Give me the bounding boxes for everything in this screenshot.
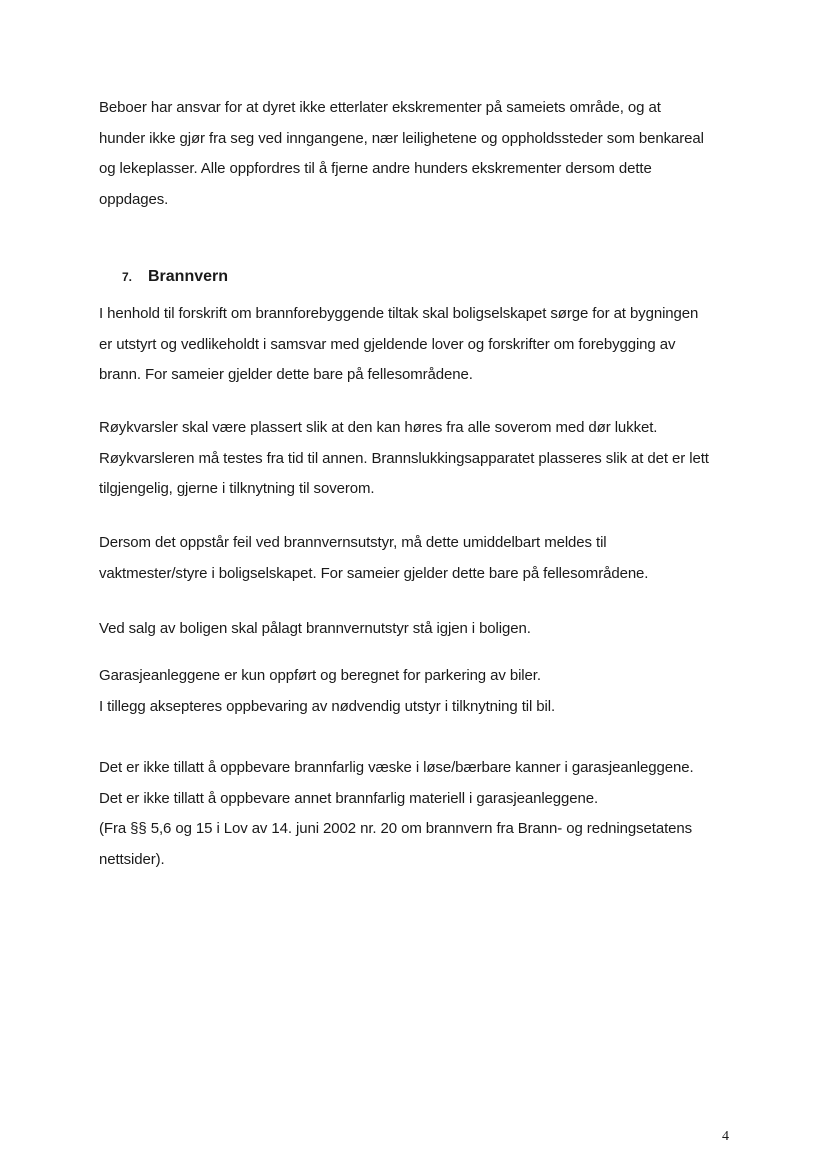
text-line: er utstyrt og vedlikeholdt i samsvar med gjeldende lover og forskrifter om forebygging av [99,335,676,353]
page-number: 4 [722,1129,729,1144]
text-line: Ved salg av boligen skal pålagt brannvernutstyr stå igjen i boligen. [99,620,531,637]
paragraph-pet-waste [99,93,739,215]
text-line: oppdages. [99,190,169,208]
text-line: tilgjengelig, gjerne i tilknytning til soverom. [99,480,375,497]
text-line [99,661,739,692]
paragraph-flammable-storage [99,753,739,875]
text-line: hunder ikke gjør fra seg ved inngangene, nær leilighetene og oppholdssteder som benkareal [99,129,704,147]
text-line: og lekeplasser. Alle oppfordres til å fjerne andre hunders ekskrementer dersom dette [99,160,652,177]
text-line: I henhold til forskrift om brannforebyggende tiltak skal boligselskapet sørge for at bygningen [99,305,699,322]
section-heading [122,268,228,286]
text-line: nettsider). [99,850,165,868]
text-line: Det er ikke tillatt å oppbevare brannfarlig væske i løse/bærbare kanner i garasjeanleggene. [99,759,694,776]
text-line: vaktmester/styre i boligselskapet. For sameier gjelder dette bare på fellesområdene. [99,564,649,582]
paragraph-fire-regulation [99,299,739,391]
text-line: Røykvarsleren må testes fra tid til annen. Brannslukkingsapparatet plasseres slik at det er lett [99,449,709,467]
garage-text: er kun oppført og beregnet for parkering av biler. [220,667,541,684]
text-line: Det er ikke tillatt å oppbevare annet brannfarlig materiell i garasjeanleggene. [99,789,599,807]
text-line: Dersom det oppstår feil ved brannvernsutstyr, må dette umiddelbart meldes til [99,534,607,551]
section-number: 7. [122,270,133,284]
text-line: brann. For sameier gjelder dette bare på fellesområdene. [99,366,473,383]
paragraph-garage [99,661,739,722]
paragraph-sale [99,614,739,645]
text-line: I tillegg aksepteres oppbevaring av nødvendig utstyr i tilknytning til bil. [99,697,556,715]
text-line: Beboer har ansvar for at dyret ikke etterlater ekskrementer på sameiets område, og at [99,99,661,116]
paragraph-equipment-fault [99,528,739,589]
paragraph-smoke-detector [99,413,739,505]
text-line: (Fra §§ 5,6 og 15 i Lov av 14. juni 2002 nr. 20 om brannvern fra Brann- og redningsetatens [99,820,693,837]
section-title: Brannvern [148,268,229,285]
text-line: Røykvarsler skal være plassert slik at den kan høres fra alle soverom med dør lukket. [99,419,658,436]
garage-term: Garasjeanleggene [99,667,220,684]
